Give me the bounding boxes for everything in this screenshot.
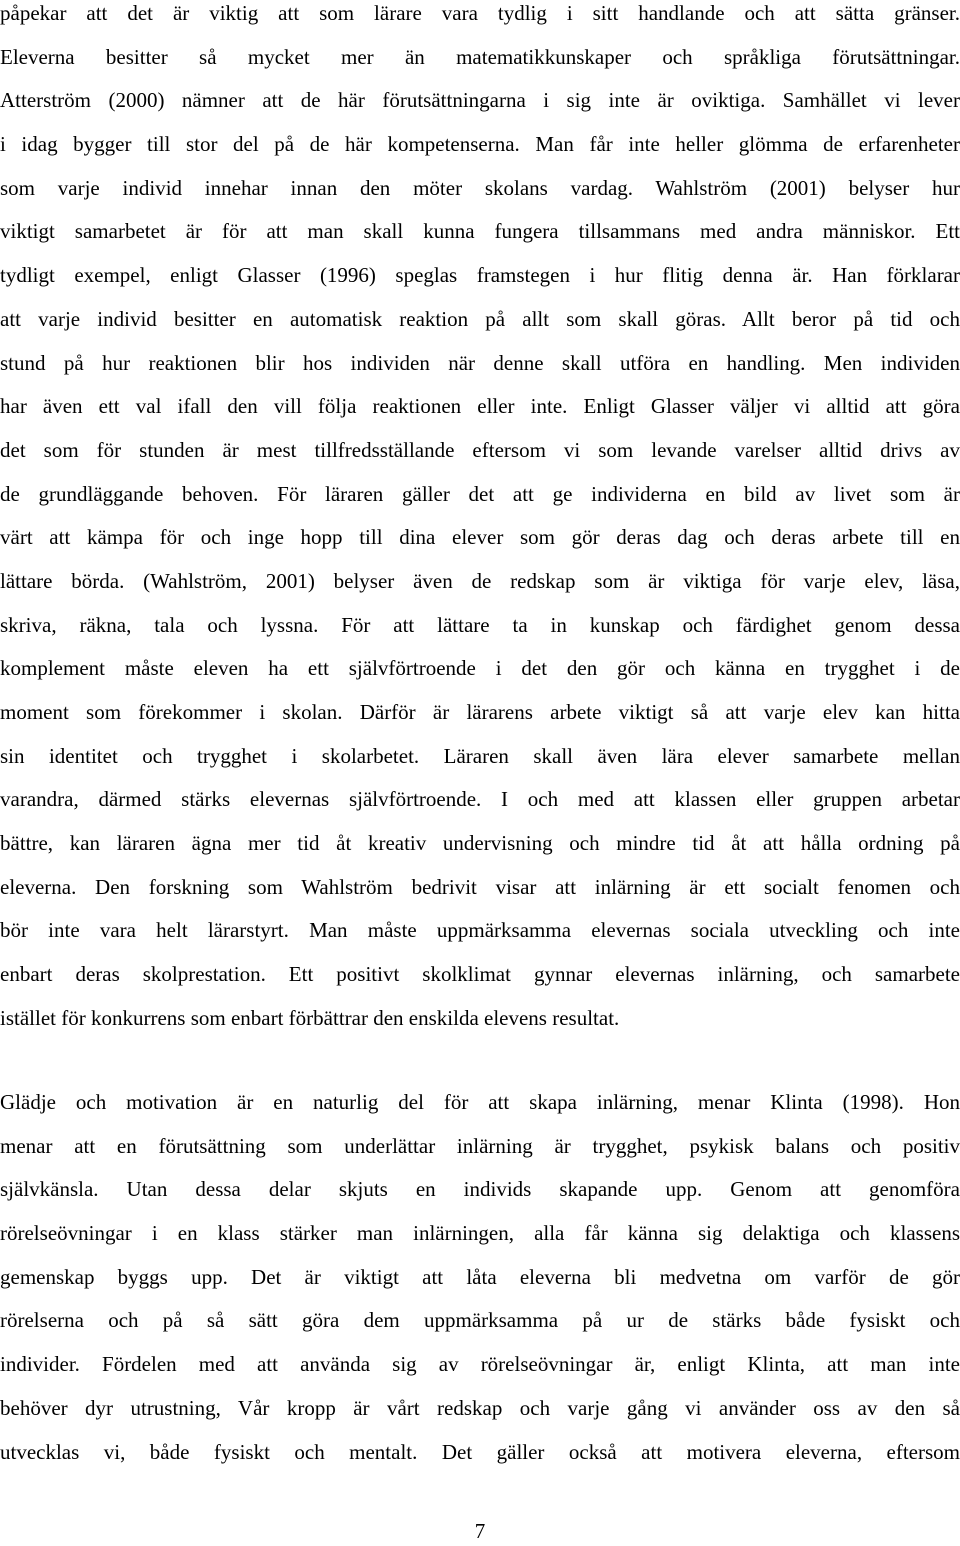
page-number: 7 <box>474 1519 486 1543</box>
text-line: rörelserna och på så sätt göra dem uppmärksamma på ur de stärks både fysiskt och <box>0 1308 960 1333</box>
text-line: rörelseövningar i en klass stärker man inlärningen, alla får känna sig delaktiga och klassens <box>0 1221 960 1246</box>
text-line: påpekar att det är viktig att som lärare vara tydlig i sitt handlande och att sätta gränser. <box>0 1 960 25</box>
text-line: varandra, därmed stärks elevernas självförtroende. I och med att klassen eller gruppen arbetar <box>0 787 960 812</box>
text-line: i idag bygger till stor del på de här kompetenserna. Man får inte heller glömma de erfarenheter <box>0 132 960 157</box>
text-line: Atterström (2000) nämner att de här förutsättningarna i sig inte är oviktiga. Samhället vi lever <box>0 88 960 113</box>
text-line: gemenskap byggs upp. Det är viktigt att låta eleverna bli medvetna om varför de gör <box>0 1264 960 1289</box>
text-line: sin identitet och trygghet i skolarbetet. Läraren skall även lära elever samarbete mellan <box>0 743 960 768</box>
text-line: självkänsla. Utan dessa delar skjuts en individs skapande upp. Genom att genomföra <box>0 1177 960 1202</box>
text-line: värt att kämpa för och inge hopp till dina elever som gör deras dag och deras arbete till en <box>0 525 960 550</box>
text-line: eleverna. Den forskning som Wahlström bedrivit visar att inlärning är ett socialt fenomen och <box>0 874 960 899</box>
text-line: moment som förekommer i skolan. Därför är lärarens arbete viktigt så att varje elev kan hitta <box>0 700 960 724</box>
text-line: komplement måste eleven ha ett självförtroende i det den gör och känna en trygghet i de <box>0 656 960 681</box>
text-line: stund på hur reaktionen blir hos individen när denne skall utföra en handling. Men individen <box>0 350 960 375</box>
text-line: utvecklas vi, både fysiskt och mentalt. Det gäller också att motivera eleverna, eftersom <box>0 1439 960 1464</box>
text-line: som varje individ innehar innan den möter skolans vardag. Wahlström (2001) belyser hur <box>0 175 960 200</box>
text-line: bör inte vara helt lärarstyrt. Man måste uppmärksamma elevernas sociala utveckling och inte <box>0 918 960 943</box>
text-line: viktigt samarbetet är för att man skall kunna fungera tillsammans med andra människor. Ett <box>0 219 960 244</box>
text-line: istället för konkurrens som enbart förbättrar den enskilda elevens resultat. <box>0 1005 620 1030</box>
text-line: det som för stunden är mest tillfredsställande eftersom vi som levande varelser alltid drivs av <box>0 437 960 462</box>
text-line: individer. Fördelen med att använda sig av rörelseövningar är, enligt Klinta, att man inte <box>0 1352 960 1377</box>
text-line: Glädje och motivation är en naturlig del för att skapa inlärning, menar Klinta (1998). Hon <box>0 1090 960 1114</box>
text-line: har även ett val ifall den vill följa reaktionen eller inte. Enligt Glasser väljer vi alltid att göra <box>0 394 960 419</box>
text-line: Eleverna besitter så mycket mer än matematikkunskaper och språkliga förutsättningar. <box>0 44 960 69</box>
text-line: behöver dyr utrustning, Vår kropp är vårt redskap och varje gång vi använder oss av den så <box>0 1395 960 1420</box>
text-line: bättre, kan läraren ägna mer tid åt kreativ undervisning och mindre tid åt att hålla ordning på <box>0 831 960 856</box>
text-line: de grundläggande behoven. För läraren gäller det att ge individerna en bild av livet som är <box>0 481 960 506</box>
text-line: menar att en förutsättning som underlättar inlärning är trygghet, psykisk balans och positiv <box>0 1133 960 1158</box>
text-line: att varje individ besitter en automatisk reaktion på allt som skall göras. Allt beror på tid och <box>0 306 960 331</box>
text-line: enbart deras skolprestation. Ett positivt skolklimat gynnar elevernas inlärning, och samarbete <box>0 962 960 987</box>
text-line: skriva, räkna, tala och lyssna. För att lättare ta in kunskap och färdighet genom dessa <box>0 612 960 637</box>
paragraph-2 <box>0 1081 960 1474</box>
text-line: tydligt exempel, enligt Glasser (1996) speglas framstegen i hur flitig denna är. Han förklarar <box>0 263 960 288</box>
text-line: lättare börda. (Wahlström, 2001) belyser även de redskap som är viktiga för varje elev, läsa, <box>0 568 960 593</box>
